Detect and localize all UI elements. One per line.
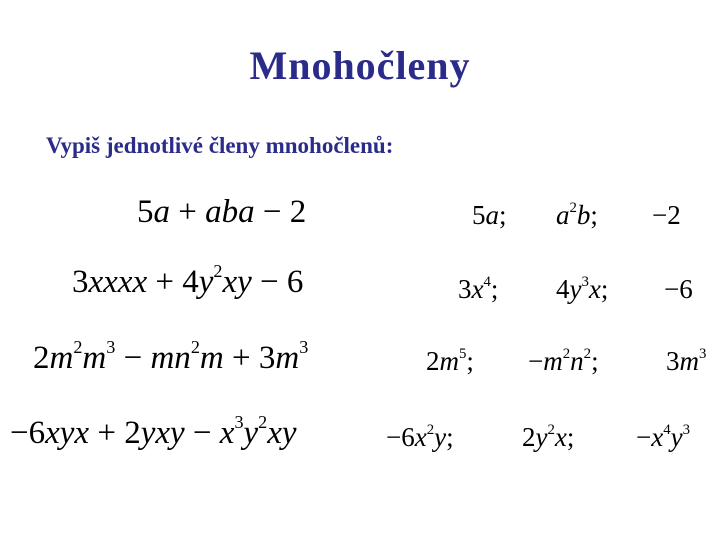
term-1-3: −2 <box>652 200 681 230</box>
term-2-3: −6 <box>664 274 693 304</box>
instruction-text: Vypiš jednotlivé členy mnohočlenů: <box>46 133 394 158</box>
term-3-3: $3m^3$ <box>666 345 707 376</box>
term-4-2: $2y^2x$; <box>522 421 575 452</box>
polynomial-4: $-6xyx + 2yxy - x^3y^2xy$ <box>10 412 297 451</box>
term-4-1: $-6x^2y$; <box>386 421 454 452</box>
term-1-2: $a^2b$; <box>556 199 598 230</box>
term-3-2: $-m^2n^2$; <box>528 345 599 376</box>
polynomial-1: 5a + aba − 2 <box>137 194 307 230</box>
polynomial-3: $2m^2m^3 - mn^2m + 3m^3$ <box>33 337 309 376</box>
polynomial-2: 3xxxx + $4y^2xy - 6$ <box>72 261 304 300</box>
term-2-2: $4y^3x$; <box>556 273 609 304</box>
term-4-3: $-x^4y^3$ <box>636 421 691 452</box>
term-3-1: $2m^5$; <box>426 345 474 376</box>
term-1-1: 5a; <box>472 200 507 230</box>
page-title: Mnohočleny <box>249 43 471 88</box>
term-2-1: $3x^4$; <box>458 273 499 304</box>
